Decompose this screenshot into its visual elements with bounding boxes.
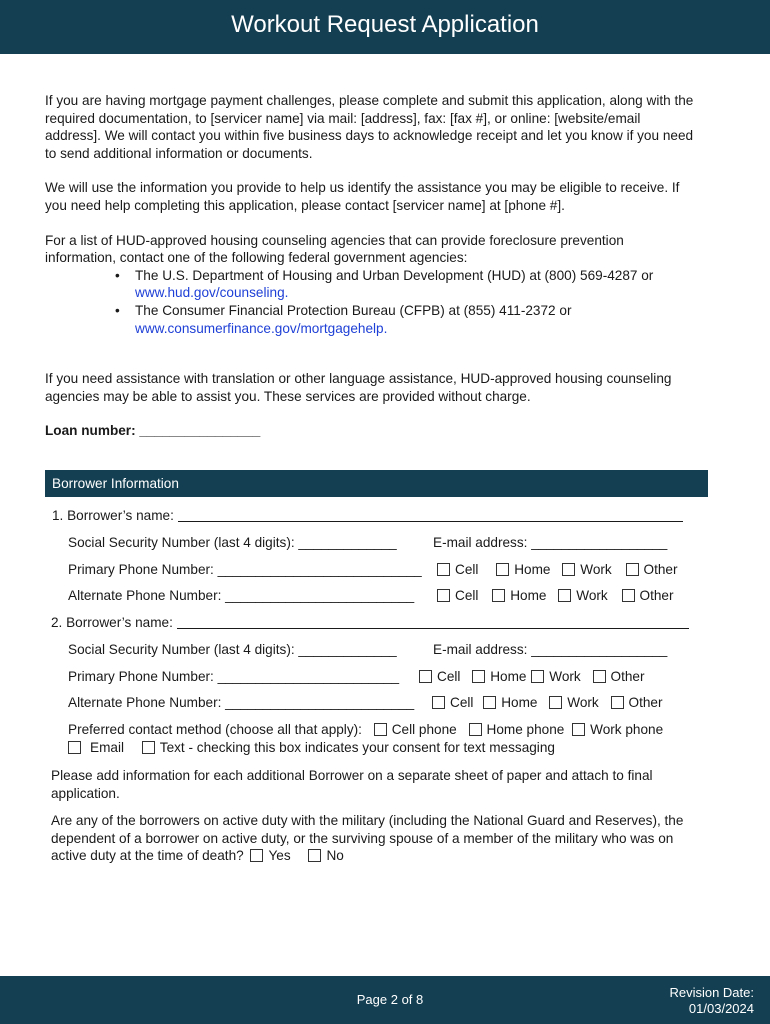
intro-section: [45, 92, 695, 440]
intro-paragraph-4: If you need assistance with translation or other language assistance, HUD-approved housing counseling agencies may be able to assist you. These services are provided without charge.: [45, 371, 672, 404]
borrower1-primary-phone-field[interactable]: Primary Phone Number: ___________________________: [68, 562, 422, 577]
revision-date-value: 01/03/2024: [688, 1001, 754, 1016]
borrower2-alternate-phone-field[interactable]: Alternate Phone Number: _________________________: [68, 695, 415, 710]
other-label: Other: [610, 669, 645, 684]
checkbox[interactable]: [432, 696, 445, 709]
borrower1-name-input[interactable]: [178, 509, 683, 522]
yes-label: Yes: [268, 848, 291, 864]
agency-list: [115, 267, 695, 337]
home-label: Home: [490, 669, 527, 684]
page-title: Workout Request Application: [231, 11, 539, 38]
revision-label: Revision Date:: [669, 985, 754, 1000]
borrower2-primary-phone-field[interactable]: Primary Phone Number: ________________________: [68, 669, 400, 684]
checkbox[interactable]: [419, 670, 432, 683]
checkbox[interactable]: [142, 741, 155, 754]
no-label: No: [326, 848, 344, 864]
cell-label: Cell: [455, 562, 479, 577]
borrower2-name-label: 2. Borrower’s name:: [51, 615, 173, 630]
home-label: Home: [510, 588, 547, 603]
checkbox[interactable]: [626, 563, 639, 576]
text-consent-label: Text - checking this box indicates your consent for text messaging: [159, 740, 555, 755]
work-label: Work: [549, 669, 581, 684]
borrower2-alternate-phone-types: [432, 695, 663, 710]
cell-phone-label: Cell phone: [391, 722, 457, 737]
borrower2-name-row[interactable]: [51, 615, 689, 630]
agency-hud-text: The U.S. Department of Housing and Urban Development (HUD) at (800) 569-4287 or: [135, 267, 654, 283]
checkbox[interactable]: [496, 563, 509, 576]
home-phone-label: Home phone: [486, 722, 565, 737]
checkbox[interactable]: [622, 589, 635, 602]
additional-borrower-note: Please add information for each additional Borrower on a separate sheet of paper and attach to final application.: [51, 768, 653, 801]
borrower1-ssn-field[interactable]: Social Security Number (last 4 digits): _____________: [68, 535, 397, 550]
checkbox[interactable]: [611, 696, 624, 709]
borrower1-alternate-phone-field[interactable]: Alternate Phone Number: _________________________: [68, 588, 415, 603]
checkbox[interactable]: [472, 670, 485, 683]
borrower2-ssn-field[interactable]: Social Security Number (last 4 digits): _____________: [68, 642, 397, 657]
work-phone-label: Work phone: [590, 722, 664, 737]
checkbox[interactable]: [68, 741, 81, 754]
borrower1-name-row[interactable]: [52, 508, 683, 523]
revision-date: [669, 985, 754, 1017]
home-label: Home: [501, 695, 538, 710]
preferred-contact-label: Preferred contact method (choose all that apply):: [68, 722, 362, 737]
borrower-information-header: Borrower Information: [45, 470, 708, 497]
checkbox[interactable]: [572, 723, 585, 736]
intro-paragraph-3: For a list of HUD-approved housing counseling agencies that can provide foreclosure prevention information, contact one of the following federal government agencies:: [45, 232, 624, 266]
cell-label: Cell: [450, 695, 474, 710]
work-label: Work: [567, 695, 599, 710]
borrower1-alternate-phone-types: [437, 588, 674, 603]
hud-link[interactable]: www.hud.gov/counseling.: [135, 285, 289, 301]
agency-cfpb: [115, 302, 695, 337]
checkbox[interactable]: [549, 696, 562, 709]
checkbox[interactable]: [558, 589, 571, 602]
other-label: Other: [639, 588, 674, 603]
checkbox[interactable]: [469, 723, 482, 736]
checkbox[interactable]: [492, 589, 505, 602]
cfpb-link[interactable]: www.consumerfinance.gov/mortgagehelp.: [135, 320, 388, 336]
borrower2-primary-phone-types: [419, 669, 645, 684]
other-label: Other: [643, 562, 678, 577]
checkbox[interactable]: [562, 563, 575, 576]
cell-label: Cell: [455, 588, 479, 603]
borrower1-primary-phone-types: [437, 562, 678, 577]
cell-label: Cell: [437, 669, 461, 684]
agency-hud: [115, 267, 695, 302]
checkbox[interactable]: [531, 670, 544, 683]
checkbox[interactable]: [593, 670, 606, 683]
page-header: [0, 0, 770, 54]
agency-cfpb-text: The Consumer Financial Protection Bureau (CFPB) at (855) 411-2372 or: [135, 302, 572, 318]
page-footer: [0, 976, 770, 1024]
page-number: Page 2 of 8: [356, 992, 424, 1007]
loan-number-field[interactable]: Loan number: ________________: [45, 423, 261, 439]
home-label: Home: [514, 562, 551, 577]
checkbox[interactable]: [437, 589, 450, 602]
email-label: Email: [90, 740, 124, 755]
preferred-contact-row-2: [68, 740, 555, 755]
work-label: Work: [580, 562, 612, 577]
work-label: Work: [576, 588, 608, 603]
intro-paragraph-1: If you are having mortgage payment challenges, please complete and submit this application, along with the required documentation, to [servicer name] via mail: [address], fax: [fax #], or online: [website/email address]. We will contact you within five business days to acknowledge receipt and let you know if you need to send additional information or documents.: [45, 93, 694, 161]
checkbox[interactable]: [308, 849, 321, 862]
military-question: [51, 812, 701, 865]
checkbox[interactable]: [250, 849, 263, 862]
checkbox[interactable]: [374, 723, 387, 736]
borrower1-email-field[interactable]: E-mail address: __________________: [433, 535, 668, 550]
checkbox[interactable]: [483, 696, 496, 709]
borrower2-email-field[interactable]: E-mail address: __________________: [433, 642, 668, 657]
borrower1-name-label: 1. Borrower’s name:: [52, 508, 174, 523]
intro-paragraph-2: We will use the information you provide to help us identify the assistance you may be eligible to receive. If you need help completing this application, please contact [servicer name] at [phone #].: [45, 180, 680, 213]
checkbox[interactable]: [437, 563, 450, 576]
preferred-contact-row: [68, 722, 663, 737]
military-question-text: Are any of the borrowers on active duty with the military (including the National Guard and Reserves), the dependent of a borrower on active duty, or the surviving spouse of a member of the military who was on active duty at the time of death?: [51, 813, 684, 864]
other-label: Other: [628, 695, 663, 710]
borrower2-name-input[interactable]: [177, 616, 689, 629]
